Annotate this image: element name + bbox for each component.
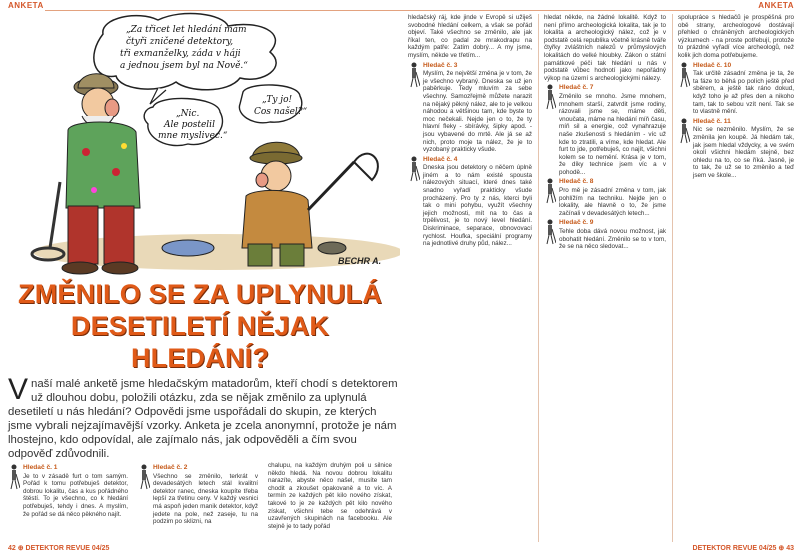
- bubble1-line3: tři exmanželky, záda v háji: [120, 49, 241, 59]
- lead-text: naší malé anketě jsme hledačským matadorům, kteří chodí s detektorem už dlouhou dobu, položili otázku, zda se nějak změnilo za uplynulá desetiletí u nás hledání? Odpovědi jsme uspořádali do skupin, ze kterých jsme vybrali nejzajímavější vzorky. Anketa je zcela anonymní, protože je nám lhostejno, kdo odpovídal, ale zajímalo nás, jak odpověděli a čím svou odpověď zdůvodnili.: [8, 378, 398, 460]
- metal-detector-man-icon: [544, 178, 556, 204]
- seeker-text: Myslím, že největší změna je v tom, že je všechno vybraný. Dneska se už jen paběrkuje. Tedy mluvím za sebe všechny. Samozřejmě můžete narazit na nějaký pěkný nález, ale to je velkou náhodou a většinou tam, kde byste to moc nečekali. Nejde jen o to, že ty hlavní fleky - sbírávky, šipky apod. - jsou vybavené do mrtě. Ale já se až nich, proto moje ta nález, že je to vyzobaný prakticky všude.: [423, 70, 532, 154]
- seeker-entry: [8, 464, 128, 518]
- column-divider: [538, 14, 539, 542]
- header-rule-left: [45, 10, 400, 11]
- seeker-text: Tehle doba dává novou možnost, jak obohatit hledání. Změnilo se to v tom, že se na něco sledovat...: [559, 228, 666, 251]
- seeker-text: Pro mě je zásadní změna v tom, jak pohlížím na techniku. Nejde jen o lokality, ale hlavně o to, že jsme začínali v devadesátých letech...: [559, 187, 666, 217]
- seeker-text: Změnilo se mnoho. Jsme mnohem, mnohem starší, zatvrdit jsme rodiny, rázovali jsme se, máme děti, vnoučata, máme na hledání míň času, míň sil a energie, což vynahrazuje naše zkušenosti s hledáním - víc už kde to ztratili, a víme, kde hledat. Ale furt to jde, potřebuješ, co najít, všichni kolem se to nemění. Krása je v tom, že díky technice jsem víc a v pohodě...: [559, 92, 666, 176]
- seeker-text: Dneska jsou detektory o něčem úplně jiném a to nám existé spousta nálezových situací, které dnes také snadno vyřadí prakticky všude procházený. Pro ty z nás, kterci byli tak o mini pohybu, využít všechny jejich možnosti, mít na to čas a trpělivost, je to nový level hledání. Diskriminace, separace, obnovovací rychlost. Houfka, speciální programy na jednotlivé druhy půd, nález...: [423, 164, 532, 248]
- bubble2-line1: „Nic.: [176, 109, 200, 119]
- left-col-1: [8, 462, 128, 544]
- paragraph: hledačský ráj, kde jinde v Evropě si užiješ svobodné hledání celkem, a však se pořád objeví. Také všechno se změnilo, ale jak říkal ten, co padal ze mrakodrapu na každým patře: Zatím dobrý... A my jsme, myslím, někde ve třetím...: [408, 14, 532, 59]
- seeker-text: Nic se nezměnilo. Myslím, že se změnila jen koupě. Já hledám tak, jak jsem hledal vždycky, a ve svém okolí všichni hledám stejně, bez ohledu na to, co se říká. Jasně, je to tak, že už se to změnilo a teď jsem ve škole...: [693, 126, 794, 179]
- left-col-3: [268, 462, 392, 544]
- header-rule-right: [400, 10, 735, 11]
- paragraph: spolupráce s hledačů je prospěšná pro obě strany, archeologové dostávají přehled o chráněných archeologických výzkumech - na proste potřebují, protože to prázdné vyřadí více archeologů, než kolik jich doma potřebujeme.: [678, 14, 794, 59]
- metal-detector-man-icon: [678, 118, 690, 144]
- metal-detector-man-icon: [408, 62, 420, 88]
- bubble2-line2: Ale postelil: [164, 120, 215, 130]
- seeker-name: Hledač č. 8: [559, 178, 594, 186]
- column-divider: [672, 14, 673, 542]
- cartoon-signature: BECHR A.: [338, 256, 382, 266]
- seeker-name: Hledač č. 11: [693, 117, 731, 125]
- lead-dropcap: V: [8, 373, 29, 406]
- right-page: [400, 0, 800, 555]
- right-col-2: [544, 14, 666, 542]
- metal-detector-man-icon: [544, 219, 556, 245]
- bubble1-line2: čtyři zničené detektory,: [126, 37, 234, 47]
- paragraph: hledat někde, na žádné lokalitě. Když to není přímo archeologická lokalita, tak je to lokalita a archeologický nález, což je v podstatě celá republika včetně krásně tváře čtyřky zvláštních nalezů v průmyslových lokalitách do velké hloubky. Zákon o státní památkové péči tak hledání u nás v podstatě vůbec hodnotí jako nepořádný výkop na území s archeologickými nálezy.: [544, 14, 666, 82]
- right-col-1: [408, 14, 532, 542]
- seeker-entry: [544, 219, 666, 250]
- seeker-entry: [408, 62, 532, 154]
- metal-detector-man-icon: [138, 464, 150, 490]
- seeker-text: Je to v zásadě furt o tom samým. Pořád k tomu potřebuješ detektor, dobrou lokalitu, čas a kus pořádného štěstí. To je všechno, co k hledání potřebuješ, tehdy i dnes. A myslím, že pořád se dá něco pěkného najít.: [23, 472, 128, 518]
- bubble3-line2: Cos našel?“: [254, 107, 308, 117]
- seeker-entry: [408, 156, 532, 248]
- bubble1-line1: „Za třicet let hledání mám: [126, 25, 247, 35]
- seeker-name: Hledač č. 7: [559, 84, 594, 92]
- metal-detector-man-icon: [408, 156, 420, 182]
- headline: [10, 278, 390, 374]
- seeker-entry: [544, 84, 666, 176]
- seeker-entry: [678, 118, 794, 180]
- seeker-text: Tak určitě zásadní změna je ta, že ta fáze to běhá po polích ještě před sběrem, a ještě tak ráno dokud, když toho je až přes den a nikoho tam, tak to sebou vzít není. Tak se to vlastně mění.: [693, 70, 794, 116]
- seeker-name: Hledač č. 10: [693, 61, 732, 69]
- seeker-entry: [678, 62, 794, 116]
- bubble1-line4: a jednou jsem byl na Nově.“: [120, 61, 248, 71]
- metal-detector-man-icon: [8, 464, 20, 490]
- seeker-text: Všechno se změnilo, terkrát v devadesátých letech stál kvalitní detektor ranec, dneska koupíte třeba lepší za třetinu ceny. V každý vesnici má aspoň jeden manik detektor, když jedete na pole, než zaseje, tu na podzim po sklizni, na: [153, 472, 258, 526]
- seeker-name: Hledač č. 4: [423, 155, 458, 163]
- seeker-name: Hledač č. 3: [423, 61, 458, 69]
- section-label-left: ANKETA: [8, 1, 44, 10]
- bubble2-line3: mne myslivec.“: [158, 131, 228, 141]
- headline-line1: ZMĚNILO SE ZA UPLYNULÁ: [18, 279, 382, 309]
- seeker-entry: [544, 178, 666, 217]
- footer-left: 42 ⊕ DETEKTOR REVUE 04/25: [8, 545, 110, 552]
- cartoon-illustration: [8, 12, 400, 280]
- bubble3-line1: „Ty jo!: [262, 95, 293, 105]
- section-label-right: ANKETA: [758, 1, 794, 10]
- footer-right: DETEKTOR REVUE 04/25 ⊕ 43: [692, 545, 794, 552]
- seeker-name: Hledač č. 2: [153, 464, 188, 471]
- seeker-name: Hledač č. 1: [23, 464, 58, 471]
- metal-detector-man-icon: [544, 84, 556, 110]
- metal-detector-man-icon: [678, 62, 690, 88]
- seeker-name: Hledač č. 9: [559, 219, 594, 227]
- paragraph: chalupu, na každým druhým poli u silnice někdo hledá. Na novou dobrou lokalitu narazíte, abyste něco našel, musíte tam chodit a zkoušet opakovaně a to víc. A termín ze každých pět kilo nového získat, takové to je ze každých pět kilo nového získat, všichni tebe se odehrává v uzavřených skupinách na facebooku. Ale stejně je to tady pořád: [268, 462, 392, 530]
- seeker-entry: [138, 464, 258, 526]
- headline-line2: DESETILETÍ NĚJAK HLEDÁNÍ?: [70, 311, 330, 373]
- left-col-2: [138, 462, 258, 544]
- lead-paragraph: [8, 373, 398, 461]
- right-col-3: [678, 14, 794, 542]
